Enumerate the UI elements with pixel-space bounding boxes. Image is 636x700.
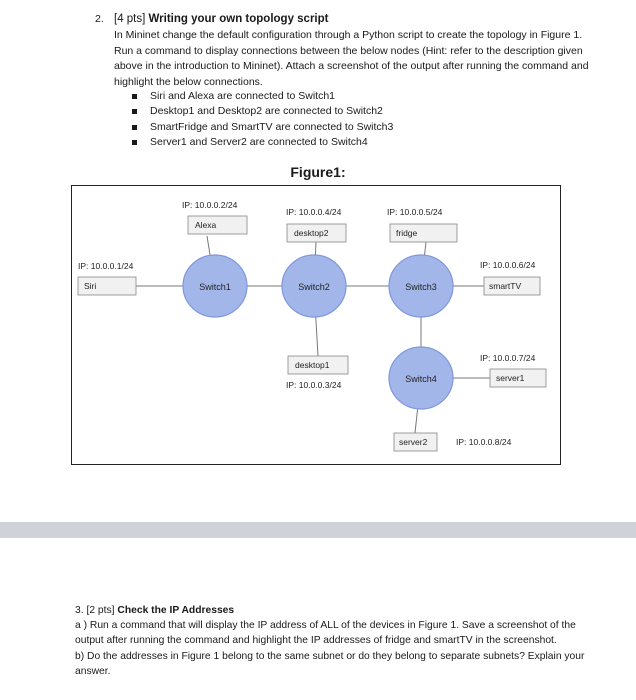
host-ip: IP: 10.0.0.7/24 <box>480 353 536 363</box>
list-item-text: Siri and Alexa are connected to Switch1 <box>150 90 336 102</box>
bullet-icon <box>132 109 137 114</box>
question-body: In Mininet change the default configuration through a Python script to create the topology in Figure 1. Run a command to display connections between the below nodes (Hint: refer to the description given above in the introduction to Mininet). Attach a screenshot of the output after running the command and highlight the below connections. <box>114 29 589 88</box>
list-item-text: Desktop1 and Desktop2 are connected to Switch2 <box>150 105 383 118</box>
switch-label: Switch2 <box>298 282 330 292</box>
host-smarttv-label: smartTV <box>489 281 522 291</box>
question-title: Writing your own topology script <box>148 13 329 25</box>
host-ip: IP: 10.0.0.6/24 <box>480 260 536 270</box>
list-item <box>130 135 393 150</box>
switch-label: Switch1 <box>199 282 231 292</box>
list-item-text: SmartFridge and SmartTV are connected to Switch3 <box>150 120 394 133</box>
question-number: 2. <box>95 13 104 25</box>
question-part-a: a ) Run a command that will display the IP address of ALL of the devices in Figure 1. Save a screenshot of the output after running the command and highlight the IP addresses of fridge and smartTV in the screenshot. <box>75 620 576 647</box>
bullet-icon <box>132 94 137 99</box>
host-server2-label: server2 <box>399 437 428 447</box>
switch1 <box>183 255 247 317</box>
switch4 <box>389 347 453 409</box>
question-3 <box>75 603 595 679</box>
host-desktop1-label: desktop1 <box>295 360 330 370</box>
question-points: [4 pts] <box>114 13 146 25</box>
list-item <box>130 120 393 135</box>
page-divider <box>0 522 636 538</box>
connection-list <box>130 89 393 150</box>
question-part-b: b) Do the addresses in Figure 1 belong to the same subnet or do they belong to separate subnets? Explain your answer. <box>75 650 585 677</box>
figure-title: Figure1: <box>290 164 346 180</box>
host-ip: IP: 10.0.0.8/24 <box>456 437 512 447</box>
list-item <box>130 104 393 119</box>
bullet-icon <box>132 125 137 130</box>
question-heading <box>75 603 595 618</box>
question-points: [2 pts] <box>86 605 115 616</box>
question-title: Check the IP Addresses <box>117 605 235 616</box>
question-heading <box>114 12 328 28</box>
host-ip: IP: 10.0.0.3/24 <box>286 380 342 390</box>
bullet-icon <box>132 140 137 145</box>
switch-label: Switch4 <box>405 374 437 384</box>
host-siri-label: Siri <box>84 281 97 291</box>
list-item-text: Server1 and Server2 are connected to Switch4 <box>150 135 368 148</box>
host-fridge-label: fridge <box>396 228 418 238</box>
host-server1-label: server1 <box>496 373 525 383</box>
host-desktop2-label: desktop2 <box>294 228 329 238</box>
question-number: 3. <box>75 605 84 616</box>
switch-label: Switch3 <box>405 282 437 292</box>
host-ip: IP: 10.0.0.2/24 <box>182 200 238 210</box>
list-item <box>130 89 393 104</box>
host-alexa-label: Alexa <box>195 220 217 230</box>
host-ip: IP: 10.0.0.1/24 <box>78 261 134 271</box>
switch3 <box>389 255 453 317</box>
topology-svg <box>72 186 560 464</box>
topology-diagram <box>71 185 561 465</box>
host-ip: IP: 10.0.0.4/24 <box>286 207 342 217</box>
host-ip: IP: 10.0.0.5/24 <box>387 207 443 217</box>
switch2 <box>282 255 346 317</box>
